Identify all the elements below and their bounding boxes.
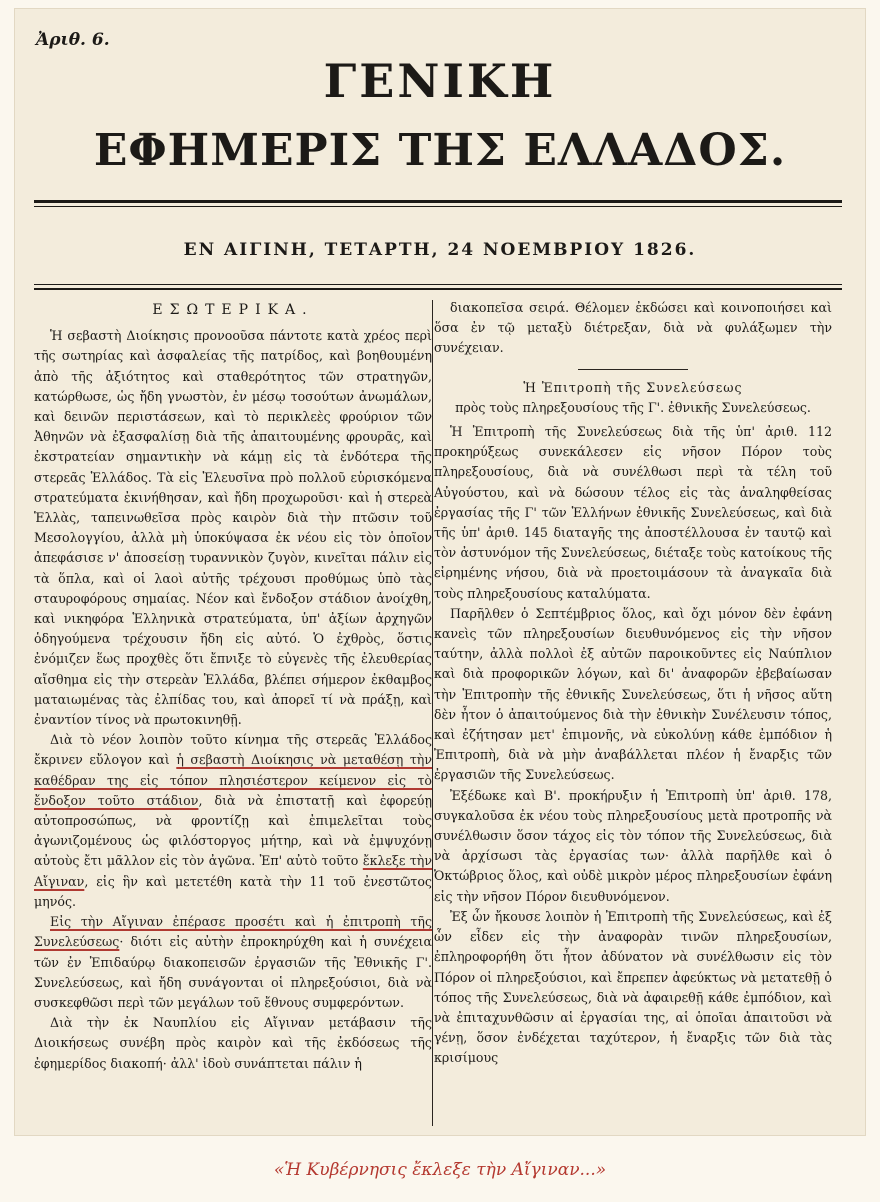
article-paragraph: Διὰ τὴν ἐκ Ναυπλίου εἰς Αἴγιναν μετάβασιν τῆς Διοικήσεως συνέβη πρὸς καιρὸν καὶ τῆς ἐκδόσεως τῆς ἐφημερίδος διακοπή· ἀλλ' ἰδοὺ συνάπτεται πάλιν ἡ [34,1015,432,1071]
separator-rule [578,369,688,370]
highlighted-passage: ἔκλεξε τὴν Αἴγιναν [34,853,432,889]
left-column [34,298,432,1074]
paragraph-text: · διότι εἰς αὐτὴν ἐπροκηρύχθη καὶ ἡ συνέχεια τῶν ἐν Ἐπιδαύρῳ διακοπεισῶν ἐργασιῶν τῆς Ἐθνικῆς Γ'. Συνελεύσεως, καὶ ἤδη συνάγονται οἱ πληρεξούσιοι, διὰ νὰ συσκεφθῶσι περὶ τῶν μεγάλων τοῦ ἔθνους συμφερόντων. [34,934,432,1010]
masthead-line-2: ΕΦΗΜΕΡΙΣ ΤΗΣ ΕΛΛΑΔΟΣ. [93,125,787,176]
section-title: ΕΣΩΤΕΡΙΚΑ. [152,302,314,318]
paragraph-text: , εἰς ἣν καὶ μετετέθη κατὰ τὴν 11 τοῦ ἐνεστῶτος μηνός. [34,873,432,909]
article-paragraph [34,912,432,1013]
masthead-rule [34,200,842,203]
article-paragraph: Ἐξ ὧν ἤκουσε λοιπὸν ἡ Ἐπιτροπὴ τῆς Συνελεύσεως, καὶ ἐξ ὧν εἶδεν εἰς τὴν ἀναφορὰν τινῶν πληρεξουσίων, ἐπληροφορήθη ὅτι ἦτον ἀδύνατον νὰ συνέλθωσιν εἰς τὸν Πόρον οἱ πληρεξούσιοι, καὶ ἔπρεπεν ἀφεύκτως νὰ μετατεθῇ ὁ τόπος τῆς Συνελεύσεως, διὰ νὰ ἀφαιρεθῇ κάθε ἐμπόδιον, καὶ νὰ ἐπιταχυνθῶσιν αἱ ἐργασίαι της, αἱ ὁποῖαι ἀπαιτοῦσι νὰ γένῃ, ὅσον ἐνδέχεται ταχύτερον, ἡ ἔναρξις τῶν διὰ τὰς κρισίμους [434,908,832,1066]
dateline-rule-thin [34,284,842,285]
article-paragraph: Ἡ σεβαστὴ Διοίκησις προνοοῦσα πάντοτε κατὰ χρέος περὶ τῆς σωτηρίας καὶ ἀσφαλείας τῆς πατρίδος, καὶ βοηθουμένη ἀπὸ τῆς ἀξιότητος καὶ σταθερότητος τῶν στρατηγῶν, κατώρθωσε, ὡς ἤδη γνωστὸν, ἐν μέσῳ τοσούτων ἀνωμάλων, καὶ δεινῶν περιστάσεων, καὶ τὸ περικλεὲς φρούριον τῶν Ἀθηνῶν νὰ ἐξασφαλίσῃ διὰ τῆς ἀπαιτουμένης φρουρᾶς, καὶ ἐκστρατείαν σημαντικὴν νὰ κάμῃ εἰς τὰ ἐνδότερα τῆς στερεᾶς Ἑλλάδος. Τὰ εἰς Ἐλευσῖνα πρὸ πολλοῦ εὑρισκόμενα στρατεύματα ἐκινήθησαν, καὶ ἤδη προχωροῦσι· καὶ ἡ στερεὰ Ἑλλὰς, ταπεινωθεῖσα πρὸς καιρὸν διὰ τὴν πτῶσιν τοῦ Μεσολογγίου, ἀλλὰ μὴ ὑποκύψασα ἐκ νέου εἰς τὸν ὁποῖον ἀπεφάσισε ν' ἀποσείσῃ τυραννικὸν ζυγὸν, κινεῖται πάλιν εἰς τὰ ὅπλα, καὶ οἱ λαοὶ αὐτῆς τρέχουσι προθύμως ὑπὸ τὰς σταυροφόρους σημαίας. Νέον καὶ ἔνδοξον στάδιον ἀνοίχθη, καὶ νικηφόρα Ἑλληνικὰ στρατεύματα, ὑπ' ἀξίων ἀρχηγῶν ὁδηγούμενα τρέχουσιν ἤδη εἰς αὐτό. Ὁ ἐχθρὸς, ὅστις ἐνόμιζεν ἕως προχθὲς ὅτι ἔπνιξε τὸ εὐγενὲς τῆς ἐλευθερίας αἴσθημα εἰς τὴν στερεὰν Ἑλλάδα, βλέπει σήμερον ἐκθαμβος ματαιωμένας τὰς ἐλπίδας του, καὶ ἀπορεῖ τί νὰ πράξῃ, καὶ ἐναντίον τίνος νὰ πρωτοκινηθῇ. [34,328,432,728]
masthead-line-1: ΓΕΝΙΚΗ [323,54,557,108]
highlighted-passage: Εἰς τὴν Αἴγιναν ἐπέρασε προσέτι καὶ ἡ ἐπιτροπὴ τῆς Συνελεύσεως [34,914,432,950]
article-paragraph: Παρῆλθεν ὁ Σεπτέμβριος ὅλος, καὶ ὄχι μόνον δὲν ἐφάνη κανεὶς τῶν πληρεξουσίων διευθυνόμενος εἰς τὴν νῆσον ταύτην, ἀλλὰ πολλοὶ ἐξ αὐτῶν παροικοῦντες εἰς Ναύπλιον καὶ διὰ προφορικῶν λόγων, καὶ δι' ἀναφορῶν ἐβεβαίωσαν τὴν Ἐπιτροπὴν τῆς ἐθνικῆς Συνελεύσεως, ὅτι ἡ νῆσος αὕτη δὲν ἦτον ὁ ἀπαιτούμενος διὰ τὴν ἐθνικὴν Συνέλευσιν τόπος, καὶ ἐζήτησαν μετ' ἐπιμονῆς, νὰ εὐκολύνῃ κάθε ἐμπόδιον ἡ Ἐπιτροπὴ, διὰ νὰ μὴν ἀναβάλλεται πλέον ἡ ἔναρξις τῶν ἐργασιῶν τῆς Συνελεύσεως. [434,605,832,783]
article-paragraph [34,730,432,912]
right-column [434,298,832,1069]
article-paragraph: διακοπεῖσα σειρά. Θέλομεν ἐκδώσει καὶ κοινοποιήσει καὶ ὅσα ἐν τῷ μεταξὺ διέτρεξαν, διὰ νὰ φυλάξωμεν τὴν συνέχειαν. [434,300,832,356]
dateline-rule [34,288,842,290]
newspaper-page [14,8,866,1136]
column-divider [432,300,433,1126]
issue-number: Ἀριθ. 6. [36,30,110,50]
notice-subheading: πρὸς τοὺς πληρεξουσίους τῆς Γ'. ἐθνικῆς Συνελεύσεως. [455,399,811,415]
caption: «Ἡ Κυβέρνησις ἔκλεξε τὴν Αἴγιναν...» [273,1160,607,1180]
article-paragraph: Ἡ Ἐπιτροπὴ τῆς Συνελεύσεως διὰ τῆς ὑπ' ἀριθ. 112 προκηρύξεως συνεκάλεσεν εἰς νῆσον Πόρον τοὺς πληρεξουσίους, διὰ νὰ συνέλθωσι περὶ τὰ τέλη τοῦ Αὐγούστου, καὶ νὰ δώσουν τέλος εἰς τὰς ἀναληφθείσας ἐργασίας τῆς Γ' τῶν Ἑλλήνων ἐθνικῆς Συνελεύσεως, καὶ διὰ τῆς ὑπ' ἀριθ. 145 διαταγῆς της ἀποστέλλουσα ἐν ταυτῷ καὶ τὸν ἀστυνόμον τῆς Συνελεύσεως, διέταξε τοὺς κατοίκους τῆς εἰρημένης νήσου, διὰ νὰ προετοιμάσουν τὰ ἀναγκαῖα διὰ τοὺς πληρεξουσίους καταλύματα. [434,424,832,601]
notice-heading: Ἡ Ἐπιτροπὴ τῆς Συνελεύσεως [523,379,743,395]
highlighted-passage: ἡ σεβαστὴ Διοίκησις νὰ μεταθέσῃ τὴν καθέδραν της εἰς τόπον πλησιέστερον κείμενον εἰς τὸ ἔνδοξον τοῦτο στάδιον [34,752,432,808]
masthead-rule-thin [34,206,842,207]
paragraph-text: , διὰ νὰ ἐπιστατῇ καὶ ἐφορεύῃ αὐτοπροσώπως, νὰ φροντίζῃ καὶ ἐπιμελεῖται τοὺς ἀγωνιζομένους ὡς φιλόστοργος μήτηρ, καὶ νὰ ἐμψυχόνῃ αὐτοὺς ἔτι μᾶλλον εἰς τὸν ἀγῶνα. Ἐπ' αὐτὸ τοῦτο [34,792,433,869]
article-paragraph: Ἐξέδωκε καὶ Β'. προκήρυξιν ἡ Ἐπιτροπὴ ὑπ' ἀριθ. 178, συγκαλοῦσα ἐκ νέου τοὺς πληρεξουσίους μετὰ προτροπῆς νὰ συνέλθωσιν ὅσον τάχος εἰς τὸν τόπον τῆς Συνελεύσεως, διὰ νὰ ἀρχίσωσι τὰς ἐργασίας των· ἀλλὰ παρῆλθε καὶ ὁ Ὀκτώβριος ὅλος, καὶ οὐδὲ μικρὸν μέρος πληρεξουσίων ἐφάνη εἰς τὴν νῆσον Πόρον διευθυνόμενον. [434,787,832,904]
paragraph-text: Διὰ τὸ νέον λοιπὸν τοῦτο κίνημα τῆς στερεᾶς Ἑλλάδος ἔκρινεν εὔλογον καὶ [34,732,432,768]
dateline: ΕΝ ΑΙΓΙΝΗ, ΤΕΤΑΡΤΗ, 24 ΝΟΕΜΒΡΙΟΥ 1826. [183,240,697,260]
